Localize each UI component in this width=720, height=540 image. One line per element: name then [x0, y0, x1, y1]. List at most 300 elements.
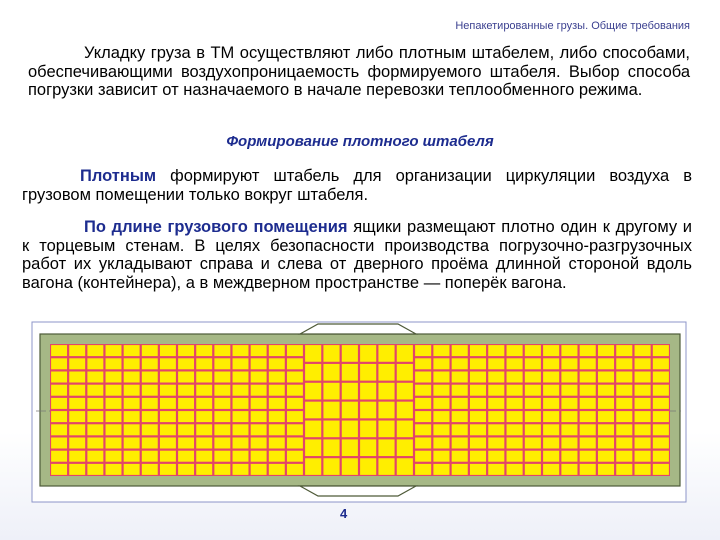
- cargo-box: [561, 385, 577, 396]
- cargo-box: [178, 345, 194, 356]
- cargo-box: [543, 438, 559, 449]
- cargo-box: [543, 398, 559, 409]
- cargo-box: [580, 358, 596, 369]
- cargo-box: [561, 372, 577, 383]
- cargo-box: [507, 372, 523, 383]
- cargo-box: [269, 424, 285, 435]
- cargo-box: [87, 424, 103, 435]
- cargo-box: [106, 438, 122, 449]
- cargo-box: [305, 402, 321, 419]
- cargo-box: [69, 372, 85, 383]
- cargo-box: [106, 358, 122, 369]
- cargo-box: [635, 424, 651, 435]
- cargo-box: [233, 438, 249, 449]
- cargo-box: [543, 385, 559, 396]
- cargo-box: [178, 385, 194, 396]
- cargo-box: [415, 385, 431, 396]
- cargo-box: [233, 398, 249, 409]
- cargo-box: [561, 345, 577, 356]
- cargo-box: [561, 358, 577, 369]
- cargo-box: [415, 358, 431, 369]
- cargo-box: [525, 424, 541, 435]
- cargo-box: [470, 451, 486, 462]
- cargo-box: [160, 451, 176, 462]
- cargo-box: [616, 345, 632, 356]
- cargo-box: [196, 398, 212, 409]
- cargo-box: [287, 424, 303, 435]
- cargo-box: [543, 451, 559, 462]
- cargo-box: [251, 398, 267, 409]
- cargo-box: [124, 438, 140, 449]
- cargo-box: [598, 372, 614, 383]
- cargo-box: [598, 358, 614, 369]
- cargo-box: [525, 385, 541, 396]
- cargo-box: [69, 385, 85, 396]
- cargo-box: [580, 464, 596, 475]
- cargo-box: [378, 402, 394, 419]
- cargo-box: [251, 411, 267, 422]
- cargo-box: [142, 464, 158, 475]
- cargo-box: [635, 385, 651, 396]
- cargo-box: [561, 398, 577, 409]
- cargo-box: [87, 464, 103, 475]
- cargo-box: [616, 372, 632, 383]
- cargo-box: [507, 411, 523, 422]
- cargo-box: [233, 411, 249, 422]
- door-notch-bottom: [300, 486, 416, 496]
- cargo-box: [69, 345, 85, 356]
- cargo-box: [142, 451, 158, 462]
- cargo-box: [233, 464, 249, 475]
- cargo-box: [525, 358, 541, 369]
- cargo-box: [653, 451, 669, 462]
- cargo-box: [51, 358, 67, 369]
- cargo-box: [214, 398, 230, 409]
- cargo-box: [124, 372, 140, 383]
- cargo-box: [525, 345, 541, 356]
- cargo-box: [87, 451, 103, 462]
- cargo-box: [251, 358, 267, 369]
- cargo-box: [269, 451, 285, 462]
- cargo-box: [525, 464, 541, 475]
- cargo-box: [142, 411, 158, 422]
- cargo-box: [397, 402, 413, 419]
- cargo-box: [543, 372, 559, 383]
- cargo-box: [378, 439, 394, 456]
- cargo-box: [214, 345, 230, 356]
- cargo-box: [598, 451, 614, 462]
- cargo-box: [525, 398, 541, 409]
- cargo-box: [106, 411, 122, 422]
- cargo-box: [415, 345, 431, 356]
- cargo-box: [233, 372, 249, 383]
- cargo-box: [233, 451, 249, 462]
- cargo-box: [87, 358, 103, 369]
- cargo-box: [580, 398, 596, 409]
- cargo-box: [323, 345, 339, 362]
- cargo-box: [160, 464, 176, 475]
- cargo-box: [305, 421, 321, 438]
- cargo-box: [488, 411, 504, 422]
- cargo-box: [635, 398, 651, 409]
- cargo-box: [452, 464, 468, 475]
- cargo-box: [233, 424, 249, 435]
- cargo-box: [160, 358, 176, 369]
- cargo-box: [233, 358, 249, 369]
- cargo-box: [251, 451, 267, 462]
- cargo-box: [342, 421, 358, 438]
- cargo-box: [287, 411, 303, 422]
- cargo-box: [142, 438, 158, 449]
- cargo-box: [488, 345, 504, 356]
- page-number: 4: [340, 506, 348, 521]
- length-text: ящики размещают плотно один к другому и к торцевым стенам. В целях безопасности производства погрузочно-разгрузочных работ их укладывают справа и слева от дверного проёма длинной стороной вдоль вагона (контейнера), а в междверном пространстве — поперёк вагона.: [22, 218, 693, 292]
- cargo-box: [160, 424, 176, 435]
- cargo-box: [561, 424, 577, 435]
- cargo-box: [360, 421, 376, 438]
- cargo-box: [580, 385, 596, 396]
- cargo-box: [397, 383, 413, 400]
- cargo-box: [305, 345, 321, 362]
- cargo-box: [269, 464, 285, 475]
- cargo-box: [287, 398, 303, 409]
- middle-box-block: [304, 344, 414, 476]
- dense-term: Плотным: [80, 167, 157, 185]
- cargo-box: [616, 438, 632, 449]
- cargo-box: [269, 358, 285, 369]
- cargo-box: [87, 398, 103, 409]
- cargo-box: [507, 385, 523, 396]
- cargo-box: [653, 358, 669, 369]
- cargo-box: [507, 345, 523, 356]
- cargo-box: [616, 398, 632, 409]
- cargo-box: [196, 411, 212, 422]
- cargo-box: [124, 385, 140, 396]
- cargo-box: [51, 424, 67, 435]
- length-term: По длине грузового помещения: [84, 218, 348, 236]
- cargo-box: [507, 438, 523, 449]
- cargo-box: [287, 451, 303, 462]
- slide-header: Непакетированные грузы. Общие требования: [455, 20, 690, 32]
- cargo-box: [525, 411, 541, 422]
- cargo-box: [360, 345, 376, 362]
- cargo-box: [214, 424, 230, 435]
- cargo-box: [507, 398, 523, 409]
- cargo-box: [160, 372, 176, 383]
- cargo-box: [470, 411, 486, 422]
- cargo-box: [233, 345, 249, 356]
- cargo-box: [251, 385, 267, 396]
- cargo-box: [470, 385, 486, 396]
- cargo-box: [470, 358, 486, 369]
- cargo-box: [653, 385, 669, 396]
- cargo-box: [87, 372, 103, 383]
- cargo-box: [653, 464, 669, 475]
- cargo-box: [616, 385, 632, 396]
- cargo-box: [543, 424, 559, 435]
- cargo-box: [106, 451, 122, 462]
- cargo-box: [433, 398, 449, 409]
- cargo-box: [214, 411, 230, 422]
- cargo-box: [69, 411, 85, 422]
- cargo-box: [287, 345, 303, 356]
- cargo-box: [488, 464, 504, 475]
- cargo-box: [142, 398, 158, 409]
- cargo-box: [178, 358, 194, 369]
- cargo-box: [69, 398, 85, 409]
- cargo-box: [635, 451, 651, 462]
- cargo-box: [287, 438, 303, 449]
- cargo-box: [196, 385, 212, 396]
- cargo-box: [160, 398, 176, 409]
- cargo-box: [397, 364, 413, 381]
- cargo-box: [653, 411, 669, 422]
- right-box-block: [414, 344, 670, 476]
- cargo-box: [87, 411, 103, 422]
- cargo-box: [124, 464, 140, 475]
- cargo-box: [160, 345, 176, 356]
- cargo-box: [142, 358, 158, 369]
- cargo-box: [397, 439, 413, 456]
- dense-text: формируют штабель для организации циркуляции воздуха в грузовом помещении только вокруг штабеля.: [22, 167, 692, 204]
- cargo-box: [342, 345, 358, 362]
- cargo-box: [251, 372, 267, 383]
- cargo-box: [196, 451, 212, 462]
- cargo-box: [378, 458, 394, 475]
- cargo-box: [653, 398, 669, 409]
- cargo-box: [178, 372, 194, 383]
- cargo-box: [69, 358, 85, 369]
- cargo-box: [214, 372, 230, 383]
- cargo-box: [616, 424, 632, 435]
- cargo-box: [470, 464, 486, 475]
- cargo-box: [323, 383, 339, 400]
- cargo-box: [616, 411, 632, 422]
- cargo-box: [488, 438, 504, 449]
- cargo-box: [251, 464, 267, 475]
- cargo-box: [360, 383, 376, 400]
- left-box-block: [50, 344, 304, 476]
- cargo-box: [488, 424, 504, 435]
- cargo-box: [543, 411, 559, 422]
- cargo-box: [433, 345, 449, 356]
- cargo-box: [470, 438, 486, 449]
- cargo-box: [160, 411, 176, 422]
- cargo-box: [269, 398, 285, 409]
- cargo-box: [305, 458, 321, 475]
- cargo-box: [598, 438, 614, 449]
- cargo-box: [580, 345, 596, 356]
- cargo-box: [69, 438, 85, 449]
- cargo-box: [196, 424, 212, 435]
- cargo-box: [433, 424, 449, 435]
- cargo-box: [452, 411, 468, 422]
- cargo-box: [124, 424, 140, 435]
- cargo-box: [543, 345, 559, 356]
- cargo-box: [269, 372, 285, 383]
- cargo-box: [305, 383, 321, 400]
- cargo-box: [378, 345, 394, 362]
- cargo-box: [106, 385, 122, 396]
- cargo-box: [415, 438, 431, 449]
- cargo-box: [543, 358, 559, 369]
- cargo-box: [415, 464, 431, 475]
- cargo-box: [488, 385, 504, 396]
- cargo-box: [142, 424, 158, 435]
- cargo-box: [214, 358, 230, 369]
- cargo-box: [269, 438, 285, 449]
- cargo-box: [305, 439, 321, 456]
- cargo-box: [470, 424, 486, 435]
- cargo-box: [543, 464, 559, 475]
- cargo-box: [124, 451, 140, 462]
- cargo-box: [87, 438, 103, 449]
- cargo-box: [323, 364, 339, 381]
- cargo-box: [178, 464, 194, 475]
- cargo-box: [397, 421, 413, 438]
- cargo-box: [616, 358, 632, 369]
- cargo-box: [323, 458, 339, 475]
- cargo-box: [323, 421, 339, 438]
- cargo-box: [106, 464, 122, 475]
- cargo-box: [287, 358, 303, 369]
- cargo-box: [178, 411, 194, 422]
- cargo-box: [378, 421, 394, 438]
- cargo-box: [269, 385, 285, 396]
- cargo-box: [51, 464, 67, 475]
- cargo-box: [342, 402, 358, 419]
- cargo-box: [360, 439, 376, 456]
- cargo-box: [178, 451, 194, 462]
- section-title: Формирование плотного штабеля: [226, 133, 494, 150]
- cargo-box: [433, 372, 449, 383]
- cargo-box: [488, 451, 504, 462]
- cargo-box: [178, 438, 194, 449]
- cargo-box: [106, 424, 122, 435]
- cargo-box: [233, 385, 249, 396]
- cargo-box: [397, 458, 413, 475]
- cargo-box: [525, 372, 541, 383]
- cargo-box: [653, 438, 669, 449]
- cargo-box: [196, 464, 212, 475]
- cargo-box: [507, 424, 523, 435]
- cargo-box: [415, 424, 431, 435]
- cargo-box: [507, 358, 523, 369]
- cargo-box: [488, 372, 504, 383]
- cargo-box: [51, 398, 67, 409]
- cargo-box: [51, 345, 67, 356]
- cargo-box: [598, 464, 614, 475]
- cargo-box: [415, 451, 431, 462]
- cargo-box: [653, 345, 669, 356]
- cargo-box: [51, 372, 67, 383]
- cargo-box: [196, 372, 212, 383]
- cargo-box: [635, 438, 651, 449]
- cargo-box: [598, 385, 614, 396]
- cargo-box: [561, 451, 577, 462]
- cargo-box: [342, 383, 358, 400]
- cargo-box: [580, 372, 596, 383]
- cargo-box: [433, 451, 449, 462]
- cargo-box: [124, 398, 140, 409]
- cargo-box: [598, 345, 614, 356]
- cargo-box: [616, 451, 632, 462]
- cargo-box: [214, 385, 230, 396]
- cargo-box: [433, 438, 449, 449]
- cargo-box: [51, 438, 67, 449]
- cargo-box: [598, 398, 614, 409]
- cargo-box: [51, 411, 67, 422]
- cargo-box: [287, 464, 303, 475]
- cargo-box: [452, 398, 468, 409]
- cargo-box: [323, 439, 339, 456]
- cargo-box: [580, 438, 596, 449]
- cargo-box: [580, 424, 596, 435]
- cargo-box: [397, 345, 413, 362]
- cargo-box: [635, 372, 651, 383]
- cargo-box: [635, 411, 651, 422]
- cargo-box: [598, 411, 614, 422]
- cargo-box: [160, 438, 176, 449]
- cargo-box: [160, 385, 176, 396]
- cargo-box: [124, 358, 140, 369]
- cargo-box: [433, 411, 449, 422]
- cargo-box: [142, 345, 158, 356]
- door-notch-top: [300, 324, 416, 334]
- cargo-box: [251, 345, 267, 356]
- cargo-box: [251, 424, 267, 435]
- cargo-box: [360, 364, 376, 381]
- intro-text: Укладку груза в ТМ осуществляют либо плотным штабелем, либо способами, обеспечивающими воздухопроницаемость формируемого штабеля. Выбор способа погрузки зависит от назначаемого в начале перевозки теплообменного режима.: [28, 44, 690, 99]
- cargo-box: [452, 424, 468, 435]
- cargo-box: [580, 411, 596, 422]
- cargo-box: [323, 402, 339, 419]
- cargo-box: [196, 438, 212, 449]
- cargo-box: [342, 458, 358, 475]
- cargo-box: [635, 358, 651, 369]
- cargo-box: [598, 424, 614, 435]
- cargo-box: [106, 345, 122, 356]
- cargo-box: [214, 464, 230, 475]
- cargo-box: [452, 385, 468, 396]
- cargo-box: [360, 458, 376, 475]
- cargo-box: [251, 438, 267, 449]
- cargo-box: [507, 464, 523, 475]
- cargo-box: [142, 372, 158, 383]
- cargo-box: [87, 345, 103, 356]
- cargo-box: [69, 464, 85, 475]
- cargo-box: [452, 438, 468, 449]
- cargo-box: [178, 424, 194, 435]
- cargo-box: [470, 398, 486, 409]
- cargo-box: [561, 411, 577, 422]
- cargo-box: [452, 345, 468, 356]
- cargo-box: [433, 358, 449, 369]
- cargo-box: [507, 451, 523, 462]
- cargo-box: [470, 345, 486, 356]
- cargo-box: [196, 345, 212, 356]
- cargo-box: [415, 372, 431, 383]
- cargo-box: [616, 464, 632, 475]
- cargo-box: [452, 358, 468, 369]
- cargo-box: [580, 451, 596, 462]
- cargo-box: [452, 372, 468, 383]
- cargo-box: [561, 464, 577, 475]
- cargo-box: [378, 383, 394, 400]
- cargo-box: [51, 451, 67, 462]
- cargo-box: [178, 398, 194, 409]
- cargo-box: [415, 411, 431, 422]
